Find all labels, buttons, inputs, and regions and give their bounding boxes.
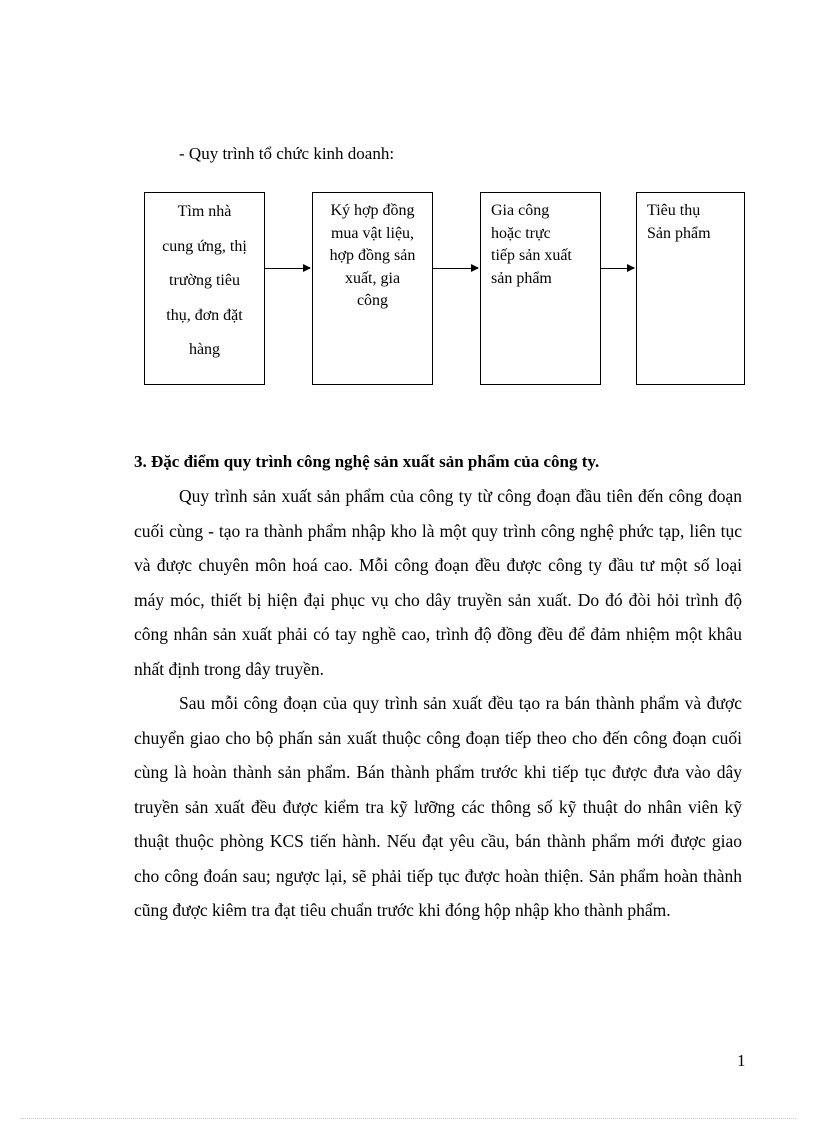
- flow-arrow: [601, 268, 634, 269]
- flow-step-line: trường tiêu: [169, 272, 240, 289]
- section-heading: 3. Đặc điểm quy trình công nghệ sản xuất sản phẩm của công ty.: [134, 452, 600, 471]
- flow-step-line: Tìm nhà: [177, 203, 232, 220]
- flow-step-line: hoặc trực: [491, 224, 551, 242]
- flow-step-line: xuất, gia: [344, 269, 401, 287]
- flow-step-line: mua vật liệu,: [330, 224, 415, 242]
- flow-step-line: Tiêu thụ: [647, 202, 701, 219]
- flow-arrow: [265, 268, 310, 269]
- flow-step-line: cung ứng, thị: [162, 237, 247, 255]
- flow-step-line: hàng: [188, 341, 221, 358]
- flow-step-line: Sản phẩm: [647, 224, 711, 242]
- footer-divider: [20, 1118, 796, 1119]
- body-paragraph: Quy trình sản xuất sản phẩm của công ty từ công đoạn đầu tiên đến công đoạn cuối cùng - tạo ra thành phẩm nhập kho là một quy trình công nghệ phức tạp, liên tục và được chuyên môn hoá cao. Mỗi công đoạn đều được công ty đầu tư một số loại máy móc, thiết bị hiện đại phục vụ cho dây truyền sản xuất. Do đó đòi hỏi trình độ công nhân sản xuất phải có tay nghề cao, trình độ đồng đều để đảm nhiệm một khâu nhất định trong dây truyền.: [134, 486, 742, 679]
- flow-step-line: thụ, đơn đặt: [166, 306, 243, 324]
- flow-step-line: tiếp sản xuất: [491, 247, 572, 264]
- intro-text: - Quy trình tổ chức kinh doanh:: [179, 144, 395, 163]
- flow-step-line: Gia công: [491, 202, 550, 219]
- flow-step-consumption: [636, 192, 745, 385]
- flow-step-production: [480, 192, 601, 385]
- flow-step-line: công: [356, 292, 389, 309]
- flow-step-line: hợp đồng sản: [329, 247, 416, 264]
- flow-step-line: Ký hợp đồng: [330, 202, 415, 219]
- page-number: 1: [737, 1051, 746, 1070]
- body-paragraph: Sau mỗi công đoạn của quy trình sản xuất đều tạo ra bán thành phẩm và được chuyển giao cho bộ phấn sản xuất thuộc công đoạn tiếp theo cho đến công đoạn cuối cùng là hoàn thành sản phẩm. Bán thành phẩm trước khi tiếp tục được đưa vào dây truyền sản xuất đều được kiểm tra kỹ lưỡng các thông số kỹ thuật do nhân viên kỹ thuật thuộc phòng KCS tiến hành. Nếu đạt yêu cầu, bán thành phẩm mới được giao cho công đoán sau; ngược lại, sẽ phải tiếp tục được hoàn thiện. Sản phẩm hoàn thành cũng được kiêm tra đạt tiêu chuẩn trước khi đóng hộp nhập kho thành phẩm.: [134, 693, 742, 920]
- flow-step-sign-contracts: [312, 192, 433, 385]
- flow-arrow: [433, 268, 478, 269]
- flow-step-line: sản phẩm: [491, 269, 552, 287]
- flow-step-find-suppliers: [144, 192, 265, 385]
